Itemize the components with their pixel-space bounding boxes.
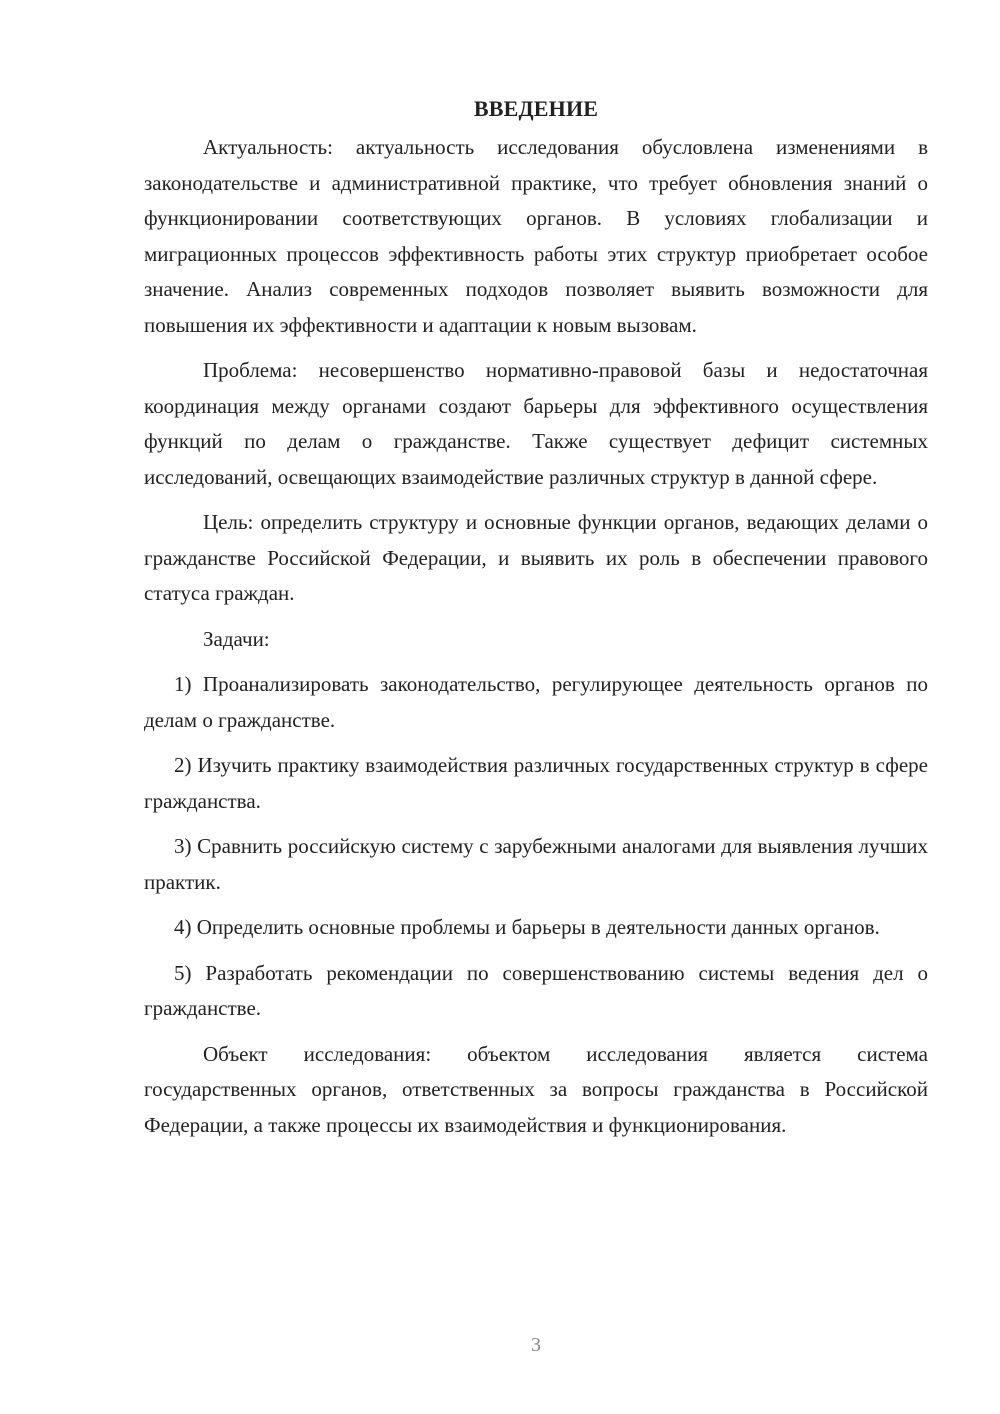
task-item-1: 1) Проанализировать законодательство, регулирующее деятельность органов по делам о гражданстве. (144, 672, 928, 732)
document-body (144, 92, 928, 1143)
task-item-4: 4) Определить основные проблемы и барьеры в деятельности данных органов. (174, 915, 880, 939)
task-item-3: 3) Сравнить российскую систему с зарубежными аналогами для выявления лучших практик. (144, 834, 928, 894)
tasks-heading: Задачи: (203, 626, 270, 651)
relevance-paragraph: Актуальность: актуальность исследования обусловлена изменениями в законодательстве и административной практике, что требует обновления знаний о функционировании соответствующих органов. В условиях глобализации и миграционных процессов эффективность работы этих структур приобретает особое значение. Анализ современных подходов позволяет выявить возможности для повышения их эффективности и адаптации к новым вызовам. (144, 135, 928, 337)
task-item-5: 5) Разработать рекомендации по совершенствованию системы ведения дел о гражданстве. (144, 960, 928, 1020)
task-item-2: 2) Изучить практику взаимодействия различных государственных структур в сфере гражданства. (144, 753, 928, 813)
object-paragraph: Объект исследования: объектом исследования является система государственных органов, ответственных за вопросы гражданства в Российской Федерации, а также процессы их взаимодействия и функционирования. (144, 1041, 928, 1137)
goal-paragraph: Цель: определить структуру и основные функции органов, ведающих делами о гражданстве Российской Федерации, и выявить их роль в обеспечении правового статуса граждан. (144, 510, 928, 605)
section-title: ВВЕДЕНИЕ (473, 96, 599, 121)
problem-paragraph: Проблема: несовершенство нормативно-правовой базы и недостаточная координация между органами создают барьеры для эффективного осуществления функций по делам о гражданстве. Также существует дефицит системных исследований, освещающих взаимодействие различных структур в данной сфере. (144, 358, 928, 489)
page-number: 3 (531, 1334, 541, 1356)
